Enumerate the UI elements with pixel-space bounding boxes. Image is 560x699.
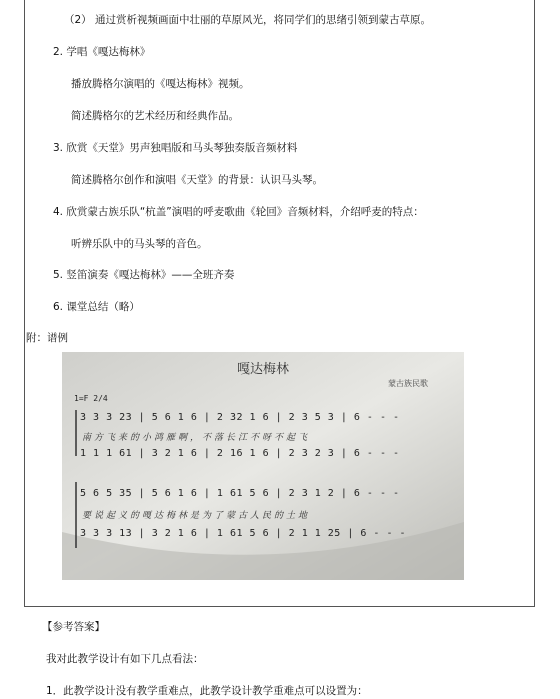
doc-line-10: 6. 课堂总结（略） xyxy=(53,301,140,313)
score-key-signature: 1=F 2/4 xyxy=(74,394,108,403)
answer-intro: 我对此教学设计有如下几点看法： xyxy=(46,653,204,665)
doc-line-7: 4. 欣赏蒙古族乐队“杭盖”演唱的呼麦歌曲《轮回》音频材料，介绍呼麦的特点： xyxy=(53,206,424,218)
doc-line-2: 2. 学唱《嘎达梅林》 xyxy=(53,46,151,58)
doc-line-1: （2） 通过赏析视频画面中壮丽的草原风光，将同学们的思绪引领到蒙古草原。 xyxy=(64,14,432,26)
score-lyrics-row-1: 南方飞来的小鸿雁啊，不落长江不呀不起飞 xyxy=(82,433,311,443)
answer-point-1: 1．此教学设计没有教学重难点，此教学设计教学重难点可以设置为： xyxy=(46,685,368,697)
score-notes-row-1: 3 3 3 23 | 5 6 1 6 | 2 32 1 6 | 2 3 5 3 | 6 - - - xyxy=(80,412,400,423)
doc-line-8: 听辨乐队中的马头琴的音色。 xyxy=(71,238,208,250)
appendix-label: 附：谱例 xyxy=(26,332,68,344)
score-composer: 蒙古族民歌 xyxy=(388,379,428,388)
score-lyrics-row-3: 要说起义的嘎达梅林是为了蒙古人民的土地 xyxy=(82,511,311,521)
reference-answer-heading: 【参考答案】 xyxy=(42,621,105,633)
score-notes-row-3: 5 6 5 35 | 5 6 1 6 | 1 61 5 6 | 2 3 1 2 | 6 - - - xyxy=(80,488,400,499)
doc-line-3: 播放腾格尔演唱的《嘎达梅林》视频。 xyxy=(71,78,250,90)
score-title: 嘎达梅林 xyxy=(236,362,289,377)
score-photo xyxy=(62,352,464,580)
score-notes-row-2: 1 1 1 61 | 3 2 1 6 | 2 16 1 6 | 2 3 2 3 | 6 - - - xyxy=(80,448,400,459)
score-notes-row-4: 3 3 3 13 | 3 2 1 6 | 1 61 5 6 | 2 1 1 25 | 6 - - - xyxy=(80,528,407,539)
doc-line-4: 简述腾格尔的艺术经历和经典作品。 xyxy=(71,110,239,122)
doc-line-9: 5. 竖笛演奏《嘎达梅林》——全班齐奏 xyxy=(53,269,235,281)
doc-line-6: 简述腾格尔创作和演唱《天堂》的背景：认识马头琴。 xyxy=(71,174,323,186)
doc-line-5: 3. 欣赏《天堂》男声独唱版和马头琴独奏版音频材料 xyxy=(53,142,298,154)
